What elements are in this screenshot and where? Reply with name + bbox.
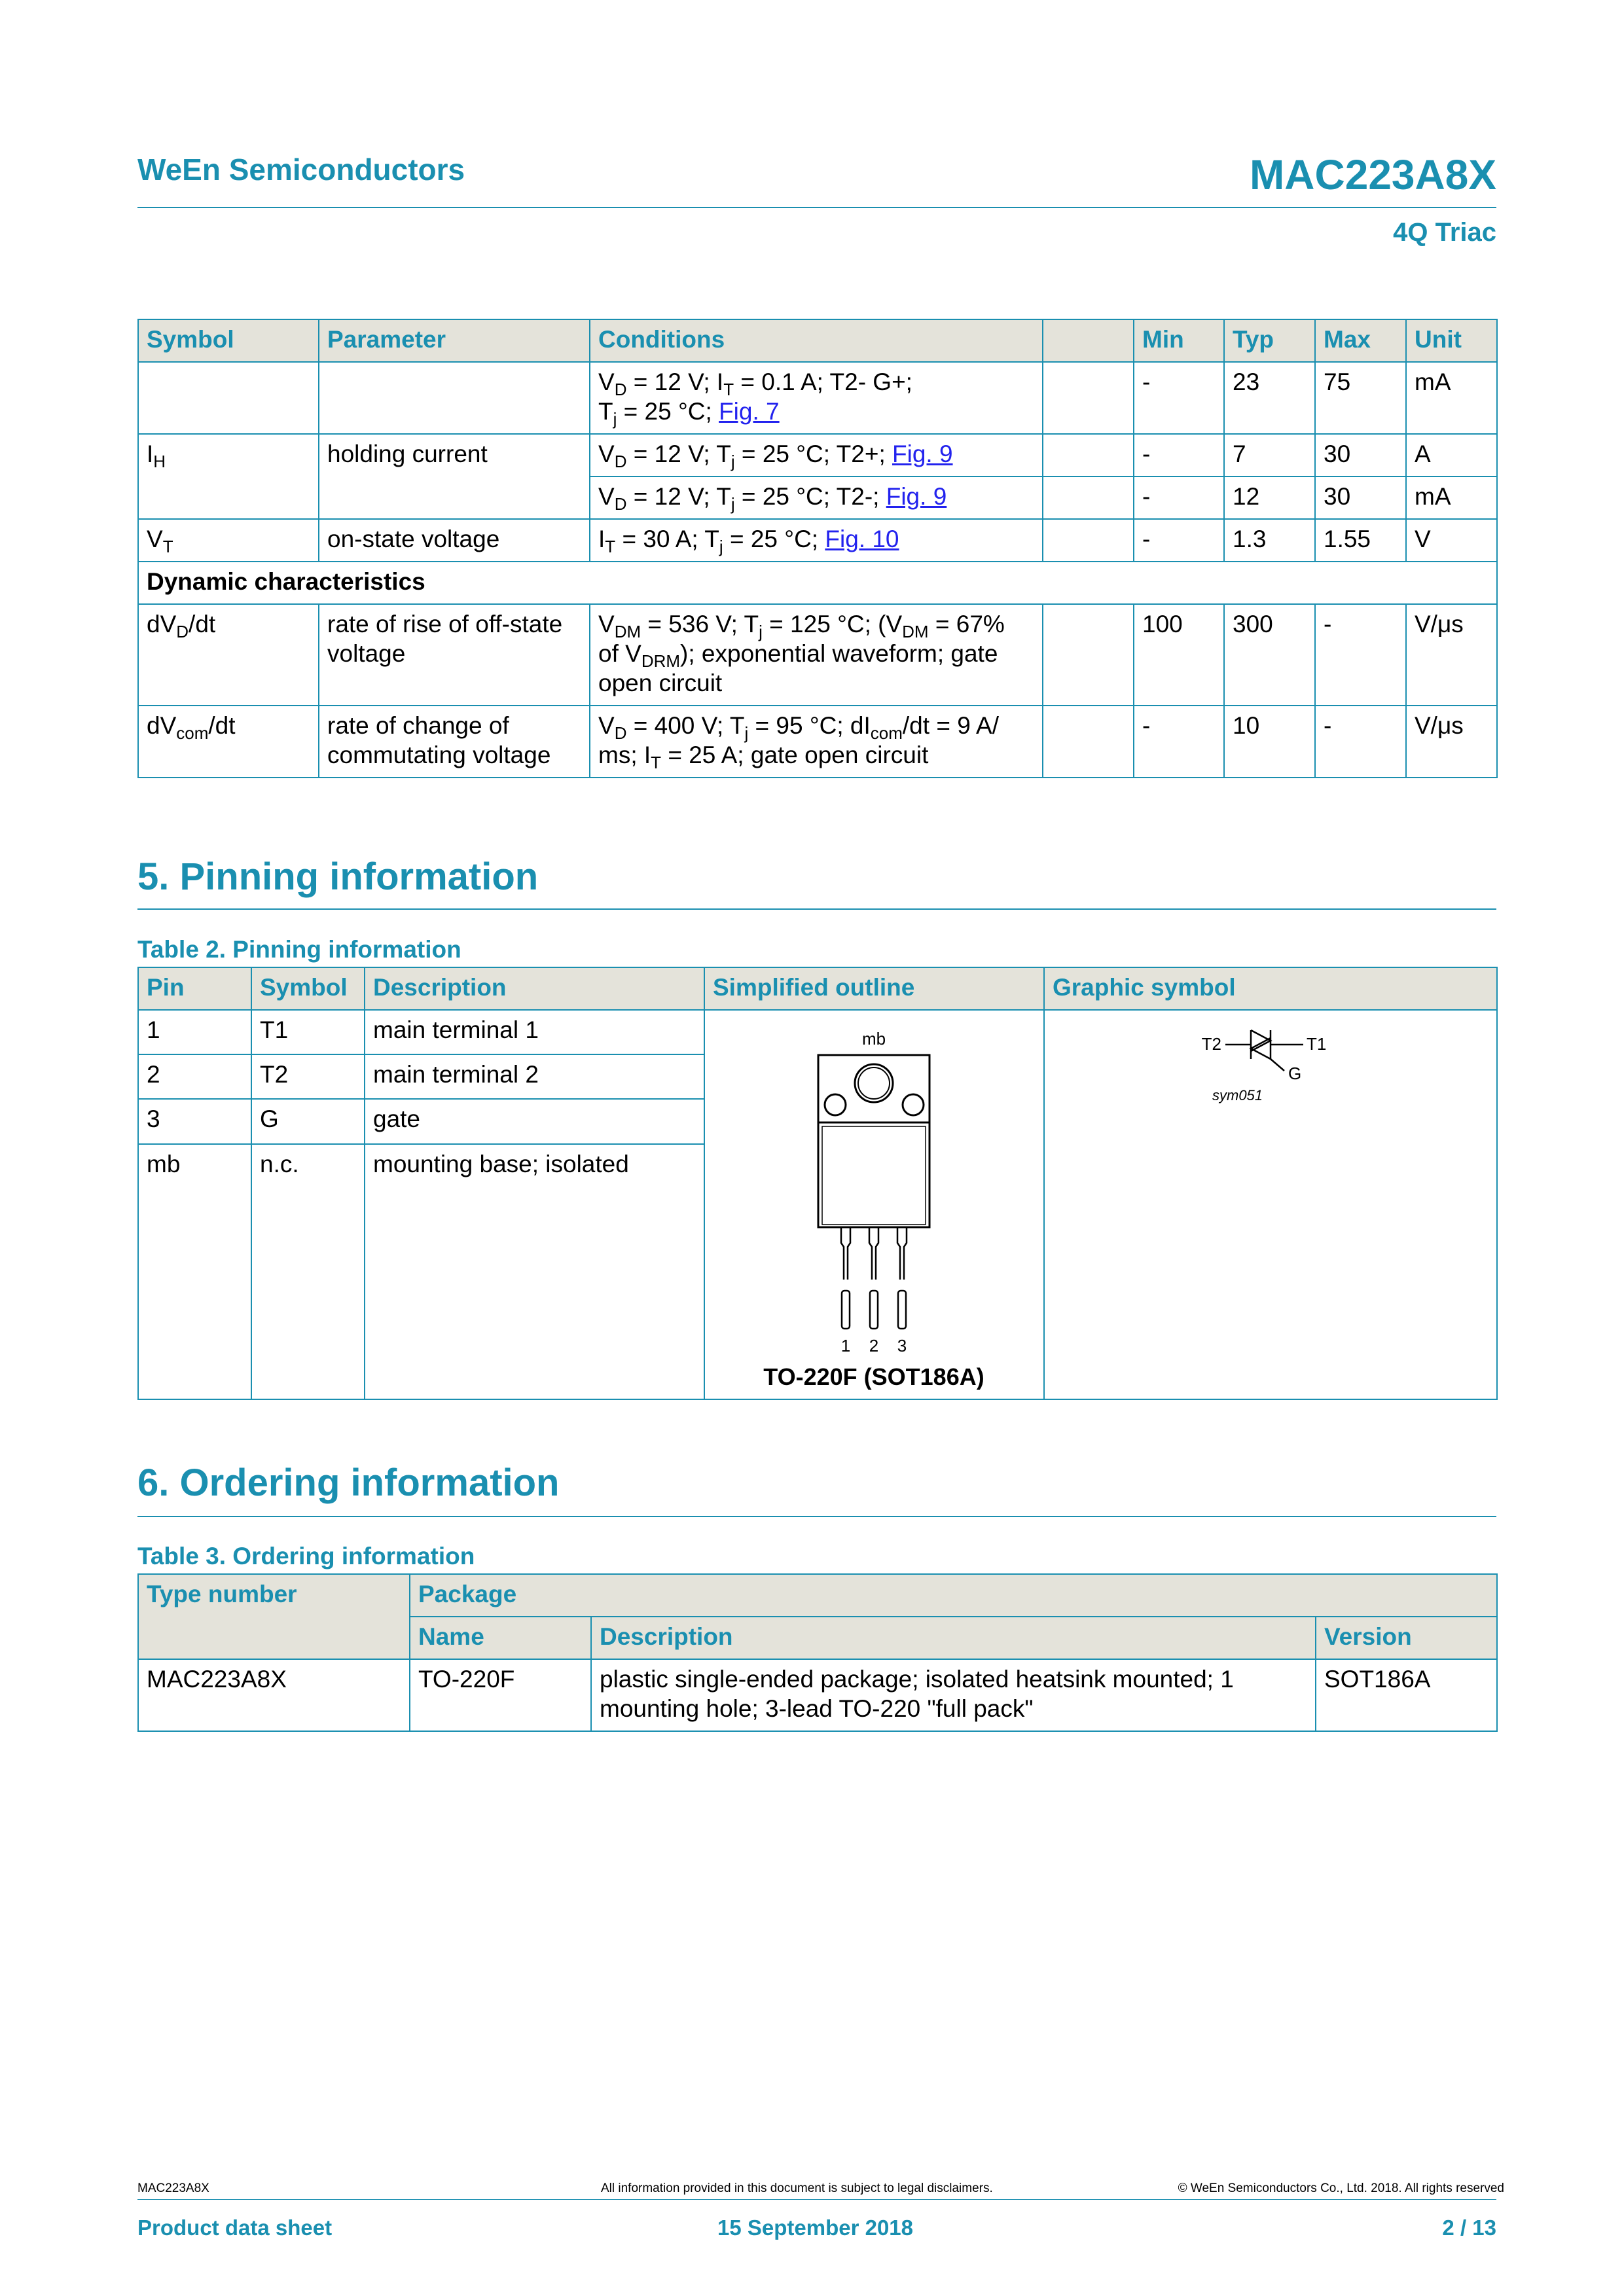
fig-9-link[interactable]: Fig. 9 — [886, 483, 947, 510]
min-cell: - — [1134, 434, 1224, 476]
g-label: G — [1288, 1064, 1302, 1083]
fig-7-link[interactable]: Fig. 7 — [719, 398, 780, 425]
description-cell: gate — [365, 1099, 704, 1143]
footer-page-number: 2 / 13 — [1442, 2215, 1496, 2240]
t2-label: T2 — [1201, 1034, 1221, 1054]
section-heading-pinning: 5. Pinning information — [137, 855, 539, 898]
table-row — [138, 706, 1497, 778]
fig-10-link[interactable]: Fig. 10 — [825, 526, 899, 552]
symbol-cell: $I_H$ — [138, 434, 319, 519]
col-parameter: Parameter — [319, 319, 590, 362]
col-unit: Unit — [1406, 319, 1497, 362]
col-description: Description — [591, 1617, 1316, 1659]
blank-cell — [1043, 604, 1134, 706]
table-row — [138, 1659, 1497, 1731]
pinning-header-row — [138, 967, 1497, 1010]
table-row — [138, 604, 1497, 706]
conditions-cell: $V_D = 12$ V; $T_j = 25$ °C; T2-; Fig. 9 — [590, 476, 1043, 519]
unit-cell: mA — [1406, 362, 1497, 434]
triac-symbol — [1045, 1011, 1496, 1399]
description-cell: main terminal 1 — [365, 1010, 704, 1054]
min-cell: 100 — [1134, 604, 1224, 706]
package-label: TO-220F (SOT186A) — [763, 1363, 984, 1390]
col-version: Version — [1316, 1617, 1497, 1659]
max-cell: - — [1315, 706, 1406, 778]
max-cell: 75 — [1315, 362, 1406, 434]
col-blank — [1043, 319, 1134, 362]
col-description: Description — [365, 967, 704, 1010]
description-cell: main terminal 2 — [365, 1054, 704, 1099]
typ-cell: 10 — [1224, 706, 1315, 778]
col-symbol: Symbol — [251, 967, 365, 1010]
pinning-table — [137, 967, 1498, 1400]
footer-doc-id: MAC223A8X — [137, 2181, 209, 2195]
parameter-cell — [319, 362, 590, 434]
lead-2-label: 2 — [869, 1336, 879, 1355]
col-package: Package — [410, 1574, 1497, 1617]
conditions-cell: $I_T = 30$ A; $T_j = 25$ °C; Fig. 10 — [590, 519, 1043, 562]
footer-doc-type: Product data sheet — [137, 2215, 333, 2240]
unit-cell: A — [1406, 434, 1497, 476]
footer-date: 15 September 2018 — [717, 2215, 914, 2240]
blank-cell — [1043, 362, 1134, 434]
type-number-cell: MAC223A8X — [138, 1659, 410, 1731]
description-cell: mounting base; isolated — [365, 1144, 704, 1399]
symbol-cell: T1 — [251, 1010, 365, 1054]
package-body — [818, 1122, 929, 1227]
document-title: MAC223A8X — [1249, 151, 1496, 198]
table-row — [138, 1010, 1497, 1054]
unit-cell: mA — [1406, 476, 1497, 519]
conditions-cell: $V_D = 400$ V; $T_j = 95$ °C; $dI_{com}/dt = 9$ A/ ms; $I_T = 25$ A; gate open circuit — [590, 706, 1043, 778]
pin-cell: 3 — [138, 1099, 251, 1143]
conditions-cell: $V_D = 12$ V; $T_j = 25$ °C; T2+; Fig. 9 — [590, 434, 1043, 476]
col-min: Min — [1134, 319, 1224, 362]
section-divider — [137, 1516, 1496, 1517]
symbol-cell: G — [251, 1099, 365, 1143]
col-type-number: Type number — [138, 1574, 410, 1659]
graphic-symbol-cell — [1044, 1010, 1497, 1399]
col-pin: Pin — [138, 967, 251, 1010]
mounting-hole — [855, 1064, 893, 1102]
symbol-cell: $V_T$ — [138, 519, 319, 562]
blank-cell — [1043, 706, 1134, 778]
table-row — [138, 434, 1497, 476]
ordering-table — [137, 1573, 1498, 1732]
simplified-outline-cell — [704, 1010, 1044, 1399]
typ-cell: 12 — [1224, 476, 1315, 519]
blank-cell — [1043, 434, 1134, 476]
fig-9-link[interactable]: Fig. 9 — [892, 440, 953, 467]
characteristics-table — [137, 319, 1498, 778]
typ-cell: 23 — [1224, 362, 1315, 434]
parameter-cell: holding current — [319, 434, 590, 519]
mb-label: mb — [861, 1029, 886, 1049]
conditions-cell: $V_{DM} = 536$ V; $T_j = 125$ °C; ($V_{DM} = 67\%$ of $V_{DRM}$); exponential waveform; gate open circuit — [590, 604, 1043, 706]
ordering-header-row — [138, 1574, 1497, 1617]
col-simplified-outline: Simplified outline — [704, 967, 1044, 1010]
section-heading-ordering: 6. Ordering information — [137, 1462, 560, 1504]
col-max: Max — [1315, 319, 1406, 362]
symbol-cell: T2 — [251, 1054, 365, 1099]
min-cell: - — [1134, 519, 1224, 562]
max-cell: 1.55 — [1315, 519, 1406, 562]
pin-cell: 1 — [138, 1010, 251, 1054]
min-cell: - — [1134, 362, 1224, 434]
header-divider — [137, 207, 1496, 208]
symbol-cell — [138, 362, 319, 434]
footer-divider — [137, 2199, 1496, 2200]
col-symbol: Symbol — [138, 319, 319, 362]
pin-cell: mb — [138, 1144, 251, 1399]
unit-cell: V/μs — [1406, 706, 1497, 778]
max-cell: 30 — [1315, 434, 1406, 476]
company-name: WeEn Semiconductors — [137, 152, 465, 187]
lead-1-label: 1 — [840, 1336, 851, 1355]
blank-cell — [1043, 476, 1134, 519]
typ-cell: 1.3 — [1224, 519, 1315, 562]
conditions-cell: $V_D = 12$ V; $I_T = 0.1$ A; T2- G+; $T_j = 25$ °C; Fig. 7 — [590, 362, 1043, 434]
blank-cell — [1043, 519, 1134, 562]
footer-copyright: © WeEn Semiconductors Co., Ltd. 2018. All rights reserved — [1178, 2181, 1504, 2195]
to220f-package-outline — [705, 1011, 1043, 1399]
lead-3-label: 3 — [897, 1336, 907, 1355]
version-cell: SOT186A — [1316, 1659, 1497, 1731]
unit-cell: V/μs — [1406, 604, 1497, 706]
parameter-cell: rate of rise of off-state voltage — [319, 604, 590, 706]
col-typ: Typ — [1224, 319, 1315, 362]
characteristics-header-row — [138, 319, 1497, 362]
symbol-code: sym051 — [1212, 1087, 1263, 1103]
section-divider — [137, 908, 1496, 910]
min-cell: - — [1134, 476, 1224, 519]
t1-label: T1 — [1307, 1034, 1327, 1054]
table-caption-ordering: Table 3. Ordering information — [137, 1543, 475, 1570]
document-subtitle: 4Q Triac — [1393, 218, 1496, 247]
pin-cell: 2 — [138, 1054, 251, 1099]
table-caption-pinning: Table 2. Pinning information — [137, 936, 461, 963]
package-leads — [841, 1227, 907, 1329]
symbol-cell: $dV_{com}/dt$ — [138, 706, 319, 778]
footer-disclaimer: All information provided in this document is subject to legal disclaimers. — [601, 2181, 993, 2195]
package-description-cell: plastic single-ended package; isolated heatsink mounted; 1 mounting hole; 3-lead TO-220 "full pack" — [591, 1659, 1316, 1731]
max-cell: - — [1315, 604, 1406, 706]
symbol-cell: $dV_D/dt$ — [138, 604, 319, 706]
col-graphic-symbol: Graphic symbol — [1044, 967, 1497, 1010]
typ-cell: 300 — [1224, 604, 1315, 706]
typ-cell: 7 — [1224, 434, 1315, 476]
dynamic-characteristics-heading: Dynamic characteristics — [138, 562, 1497, 604]
min-cell: - — [1134, 706, 1224, 778]
section-row — [138, 562, 1497, 604]
col-name: Name — [410, 1617, 591, 1659]
table-row — [138, 519, 1497, 562]
table-row — [138, 362, 1497, 434]
package-name-cell: TO-220F — [410, 1659, 591, 1731]
col-conditions: Conditions — [590, 319, 1043, 362]
symbol-cell: n.c. — [251, 1144, 365, 1399]
unit-cell: V — [1406, 519, 1497, 562]
parameter-cell: rate of change of commutating voltage — [319, 706, 590, 778]
max-cell: 30 — [1315, 476, 1406, 519]
parameter-cell: on-state voltage — [319, 519, 590, 562]
